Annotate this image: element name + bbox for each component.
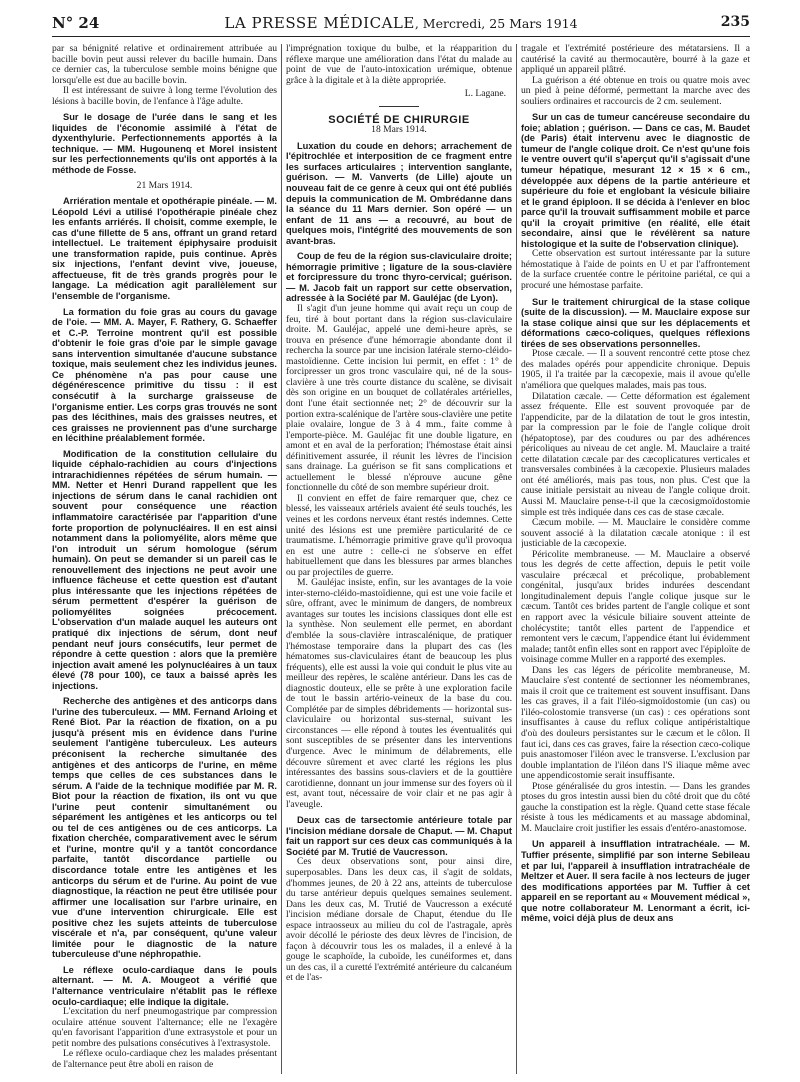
article-heading: Un appareil à insufflation intratrachéale. — M. Tuffier présente, simplifié par son interne Sebileau et par lui, l'appareil à insufflation intratrachéale de Meltzer et Auer. Il sera facile à nos lecteurs de juger des modifications apportées par M. Tuffier à cet appareil en se reportant au « Mouvement médical », que notre collaborateur M. Lenormant a écrit, ici-même, voici déjà plus de deux ans	[521, 839, 750, 924]
paragraph: Il s'agit d'un jeune homme qui avait reçu un coup de feu, tiré à bout portant dans la région sus-claviculaire droite. M. Gauléjac, appelé une demi-heure après, se trouva en présence d'une hémorragie abondante dont il rechercha la source par une incision latérale sterno-cléido-mastoïdienne. Cette incision lui permit, en effet : 1° de forcipresser un gros tronc vasculaire qui, né de la sous-clavière à une très courte distance du scalène, se divisait dès son origine en un bouquet de collatérales artérielles, dont l'une était sectionnée net; 2° de découvrir sur la portion extra-scalénique de l'artère sous-clavière une petite plaie ovalaire, longue de 3 à 4 mm., faite comme à l'emporte-pièce. M. Gauléjac fit une double ligature, en amont et en aval de la perforation; l'hémostase était ainsi définitivement assurée, il réunit les lèvres de l'incision sans drainage. La guérison se fit sans complications et actuellement le blessé n'éprouve aucune gêne fonctionnelle du côté de son membre supérieur droit.	[286, 303, 512, 494]
paragraph: l'imprégnation toxique du bulbe, et la réapparition du réflexe marque une amélioration dans l'état du malade au point de vue de l'auto-intoxication urémique, obtenue grâce à la digitale et à la diète appropriée.	[286, 44, 512, 86]
paragraph: Il convient en effet de faire remarquer que, chez ce blessé, les vaisseaux artériels avaient été seuls touchés, les veines et les cordons nerveux étant restés indemnes. Cette unité des lésions est une première particularité de ce traumatisme. L'hémorragie primitive grave qu'il provoqua en est une autre : celle-ci ne s'observe en effet habituellement que dans les blessures par armes blanches ou par projectiles de guerre.	[286, 492, 512, 578]
article-heading: Sur le dosage de l'urée dans le sang et les liquides de l'économie assimilé à l'état de dyxenthylurie. Perfectionnements apportés à la technique. — MM. Hugounenq et Morel insistent sur les perfectionnements qu'ils ont apportés à la méthode de Fosse.	[52, 112, 277, 176]
paragraph: L'excitation du nerf pneumogastrique par compression oculaire atténue souvent l'alternance; elle ne l'exagère qu'en favorisant l'apparition d'une extrasystole et pour un petit nombre des pulsations consécutives à l'extrasystole.	[52, 1006, 277, 1049]
paragraph: Dilatation cæcale. — Cette déformation est également assez fréquente. Elle est souvent provoquée par de l'appendicite, par de la dilatation de tout le gros intestin, par la compression par le foie de l'angle colique droit (hépatoptose), par des coudures ou par des adhérences péricoliques au niveau de cet angle. M. Mauclaire a traité cette dilatation cæcale par des cæcoplicatures verticales et transversales combinées à la cæcopexie. Plusieurs malades ont été améliorés, mais pas tous, non plus. C'est que la cause initiale persistait au niveau de l'angle colique droit. Aussi M. Mauclaire pense-t-il que la cæcosigmoïdostomie simple est très indiquée dans ces cas de stase cæcale.	[521, 390, 750, 518]
column-2	[286, 44, 512, 1074]
paragraph: par sa bénignité relative et ordinairement attribuée au bacille bovin peut aussi relever du bacille humain. Dans ce dernier cas, la tuberculose semble moins bénigne que lorsqu'elle est due au bacille bovin.	[52, 44, 277, 86]
paragraph: Cette observation est surtout intéressante par la suture hémostatique à l'aide de points en U et par l'affrontement de la surface cruentée contre le péritoine pariétal, ce qui a procuré une hémostase parfaite.	[521, 248, 750, 292]
column-1	[52, 44, 277, 1074]
article-heading: Sur le traitement chirurgical de la stase colique (suite de la discussion). — M. Mauclaire expose sur la stase colique ainsi que sur les déplacements et déformations cæco-coliques, quelques réflexions tirées de ses observations personnelles.	[521, 296, 750, 349]
paragraph: Ces deux observations sont, pour ainsi dire, superposables. Dans les deux cas, il s'agit de soldats, d'hommes jeunes, de 20 à 22 ans, atteints de tuberculose du tarse antérieur depuis quelques semaines seulement. Dans les deux cas, M. Trutié de Vaucresson a exécuté l'incision médiane dorsale de Chaput, étendue du IIe espace intraosseux au milieu du col de l'astragale, après avoir décollé le périoste des deux lèvres de l'incision, de façon à découvrir tous les os malades, il a enlevé à la gouge le scaphoïde, la cuboïde, les cunéiformes et, dans un des cas, il a curetté l'extrémité antérieure du calcanéum et de l'as-	[286, 856, 512, 984]
article-heading: Modification de la constitution cellulaire du liquide céphalo-rachidien au cours d'injections intrarachidiennes répétées de sérum humain. — MM. Netter et Henri Durand rappellent que les injections de sérum dans le canal rachidien ont souvent pour conséquence une réaction inflammatoire caractérisée par l'apparition d'une forte proportion de polynucléaires. Il en est ainsi notamment dans la poliomyélite, alors même que l'on introduit un sérum homologue (sérum humain). On peut se demander si un pareil cas le renouvellement des injections ne peut avoir une influence fâcheuse et cette question est d'autant plus intéressante que les injections répétées de sérum permettent d'espérer la guérison de poliomyélites soignées précocement. L'observation d'un malade auquel les auteurs ont pratiqué dix injections de sérum, dont neuf pendant neuf jours consécutifs, leur permet de répondre à cette question : alors que la première injection avait amené les polynucléaires à un taux élevé (78 pour 100), ce taux a baissé après les injections.	[52, 448, 277, 691]
paragraph: La guérison a été obtenue en trois ou quatre mois avec un pied à peine déformé, permettant la marche avec des souliers ordinaires et raccourcis de 2 cm. seulement.	[521, 74, 750, 107]
paragraph: Cæcum mobile. — M. Mauclaire le considère comme souvent associé à la dilatation cæcale atonique : il est justiciable de la cæcopexie.	[521, 517, 750, 550]
author-signature: L. Lagane.	[464, 88, 506, 100]
paragraph: Le réflexe oculo-cardiaque chez les malades présentant de l'alternance peut être aboli en raison de	[52, 1048, 277, 1070]
column-divider	[281, 44, 282, 1074]
article-heading: Sur un cas de tumeur cancéreuse secondaire du foie; ablation ; guérison. — Dans ce cas, M. Baudet (de Paris) était intervenu avec le diagnostic de tumeur de l'angle colique droit. Ce n'est qu'une fois le ventre ouvert qu'il s'aperçut qu'il s'agissait d'une tumeur hépatique, mesurant 12 × 15 × 6 cm., développée aux dépens de la partie antérieure et supérieure du foie et englobant la vésicule biliaire et le grand épiploon. Il se décida à l'enlever en bloc parce qu'il la trouvait suffisamment mobile et parce qu'il la croyait primitive (en réalité, elle était secondaire, ainsi que le révélèrent sa nature histologique et la suite de l'observation clinique).	[521, 112, 750, 249]
article-heading: Recherche des antigènes et des anticorps dans l'urine des tuberculeux. — MM. Fernand Arloing et René Biot. Par la réaction de fixation, on a pu jusqu'à présent mis en évidence dans l'urine seulement l'antigène tuberculeux. Les auteurs préconisent la recherche simultanée des antigènes et des anticorps de l'urine, en même temps que celles de ces substances dans le sérum. A l'aide de la technique modifiée par M. R. Biot pour la réaction de fixation, ils ont vu que l'urine peut contenir simultanément ou séparément les antigènes et les anticorps ou tel ou tel de ces antigènes ou de ces anticorps. La fixation cherchée, comparativement avec le sérum et l'urine, montre qu'il y a tantôt concordance parfaite, tantôt discordance partielle ou discordance totale entre les antigènes et les anticorps du sérum et de l'urine. Au point de vue diagnostique, la réaction ne peut être utilisée pour affirmer une localisation sur l'arbre urinaire, en vue d'une intervention chirurgicale. Elle est positive chez les sujets atteints de tuberculose viscérale et n'a, par conséquent, qu'une valeur limitée pour le diagnostic de la nature tuberculeuse d'une néphropathie.	[52, 696, 277, 960]
section-divider	[379, 106, 419, 107]
article-heading: Luxation du coude en dehors; arrachement de l'épitrochlée et interposition de ce fragment entre les surfaces articulaires ; intervention sanglante, guérison. — M. Vanverts (de Lille) ajoute un nouveau fait de ce genre à ceux qui ont été publiés depuis la communication de M. Ombrédanne dans la séance du 11 Mars dernier. Son opéré — un enfant de 11 ans — a recouvré, au bout de quelques mois, l'intégrité des mouvements de son avant-bras.	[286, 140, 512, 246]
paragraph: Dans les cas légers de péricolite membraneuse, M. Mauclaire s'est contenté de sectionner les néomembranes, mais il croit que ce traitement est souvent insuffisant. Dans les cas graves, il a fait l'iléo-sigmoïdostomie (un cas) ou l'iléo-colostomie transverse (un cas) : ces opérations sont insuffisantes à cause du reflux colique antipéristaltique d'où des douleurs persistantes sur le cæcum et le côlon. Il faut ici, dans ces cas graves, faire la résection cæco-colique puis anastomoser l'iléon avec le transverse. L'exclusion par double implantation de l'iléon dans l'S iliaque même avec une appendicostomie serait insuffisante.	[521, 664, 750, 782]
article-heading: Le réflexe oculo-cardiaque dans le pouls alternant. — M. A. Mougeot a vérifié que l'alternance ventriculaire n'établit pas le réflexe oculo-cardiaque; elle indique la digitale.	[52, 964, 277, 1007]
page-number: 235	[720, 14, 750, 30]
paragraph: Il est intéressant de suivre à long terme l'évolution des lésions à bacille bovin, de l'enfance à l'âge adulte.	[52, 85, 277, 107]
article-heading: Coup de feu de la région sus-claviculaire droite; hémorragie primitive ; ligature de la sous-clavière et forcipressure du tronc thyro-cervical; guérison. — M. Jacob fait un rapport sur cette observation, adressée à la Société par M. Gauléjac (de Lyon).	[286, 251, 512, 304]
paragraph: M. Gauléjac insiste, enfin, sur les avantages de la voie inter-sterno-cléido-mastoïdienne, qui est une voie facile et sûre, offrant, avec le minimum de dangers, de nombreux avantages sur toutes les incisions classiques dont elle est la synthèse. Non seulement elle permet, en abordant d'emblée la sous-clavière intrascalénique, de pratiquer l'hémostase temporaire dans la plupart des cas (les hématomes sus-claviculaires étant de beaucoup les plus fréquents), elle est aussi la voie qui conduit le plus vite au meilleur des repères, le scalène antérieur. Dans les cas de diagnostic douteux, elle se prête à une exploration facile de tout le bassin artério-veineux de la base du cou. Complétée par de simples débridements — horizontal sus-claviculaire ou horizontal sus-sternal, suivant les circonstances — elle répond à toutes les éventualités qui sont susceptibles de se présenter dans les interventions d'urgence. Avec le minimum de délabrements, elle découvre sûrement et avec clarté les régions les plus intéressantes des bassins sous-claviers et de la gouttière carotidienne, donnant un jour immense sur des foyers où il est, avant tout, nécessaire de voir clair et ne pas agir à l'aveugle.	[286, 577, 512, 810]
session-date: 18 Mars 1914.	[371, 124, 427, 136]
session-date: 21 Mars 1914.	[136, 179, 193, 191]
section-title: SOCIÉTÉ DE CHIRURGIE	[328, 113, 470, 126]
article-heading: Arriération mentale et opothérapie pinéale. — M. Léopold Lévi a utilisé l'opothérapie pinéale chez les enfants arriérés. Il choisit, comme exemple, le cas d'une fillette de 5 ans, offrant un grand retard intellectuel. Le traitement épiphysaire produisit une transformation rapide, puis continue. Après six injections, l'enfant devint vive, joueuse, affectueuse, fit de très grands progrès pour le langage. La médication agit parallèlement sur l'ensemble de l'organisme.	[52, 196, 277, 302]
paragraph: Ptose cæcale. — Il a souvent rencontré cette ptose chez des malades opérés pour appendicite chronique. Depuis 1905, il l'a traitée par la cæcopexie, mais il avoue qu'elle n'améliora que quelques malades, mais pas tous.	[521, 348, 750, 391]
column-3	[521, 44, 750, 1074]
paragraph: Ptose généralisée du gros intestin. — Dans les grandes ptoses du gros intestin aussi bien du côté droit que du côté gauche la constipation est la règle. Quand cette stase fécale résiste à tous les médicaments et au massage abdominal, M. Mauclaire croit justifier les essais d'entéro-anastomose.	[521, 780, 750, 834]
article-heading: Deux cas de tarsectomie antérieure totale par l'incision médiane dorsale de Chaput. — M. Chaput fait un rapport sur ces deux cas communiqués à la Société par M. Trutié de Vaucresson.	[286, 815, 512, 857]
journal-title: LA PRESSE MÉDICALE	[224, 14, 415, 32]
column-divider	[516, 44, 517, 1074]
paragraph: Péricolite membraneuse. — M. Mauclaire a observé tous les degrés de cette affection, depuis le petit voile vasculaire précæcal et précolique, probablement congénital, jusqu'aux brides indurées descendant longitudinalement depuis l'angle colique jusque sur le cæcum. Tantôt ces brides partent de l'angle colique et sont en rapport avec la vésicule biliaire souvent atteinte de cholécystite; tantôt elles partent de l'appendice et remontent vers le cæcum, l'appendice étant lui évidemment malade; tantôt enfin elles sont en rapport avec l'épiploïte de voisinage comme Muller en a rapporté des exemples.	[521, 548, 750, 666]
journal-title-line: LA PRESSE MÉDICALE, Mercredi, 25 Mars 1914	[224, 14, 578, 32]
page-header	[52, 10, 750, 32]
paragraph: tragale et l'extrémité postérieure des métatarsiens. Il a cautérisé la cavité au thermocautère, bourré à la gaze et appliqué un appareil plâtré.	[521, 44, 750, 76]
issue-date: Mercredi, 25 Mars 1914	[422, 16, 578, 31]
header-rule	[52, 36, 750, 37]
article-heading: La formation du foie gras au cours du gavage de l'oie. — MM. A. Mayer, F. Rathery, G. Schaeffer et C.-P. Terroine montrent qu'il est possible d'obtenir le foie gras d'oie par le simple gavage sans intervention simultanée d'aucune substance toxique, mais seulement chez les individus jeunes. Ce phénomène n'a pas pour cause une dégénérescence primitive du tissu : il est consécutif à la surcharge graisseuse de l'organisme entier. Les corps gras trouvés ne sont pas des lécithines, mais des graisses neutres, et ces graisses ne proviennent pas d'une surcharge en lécithine préalablement formée.	[52, 306, 277, 444]
issue-number: N° 24	[52, 14, 100, 32]
